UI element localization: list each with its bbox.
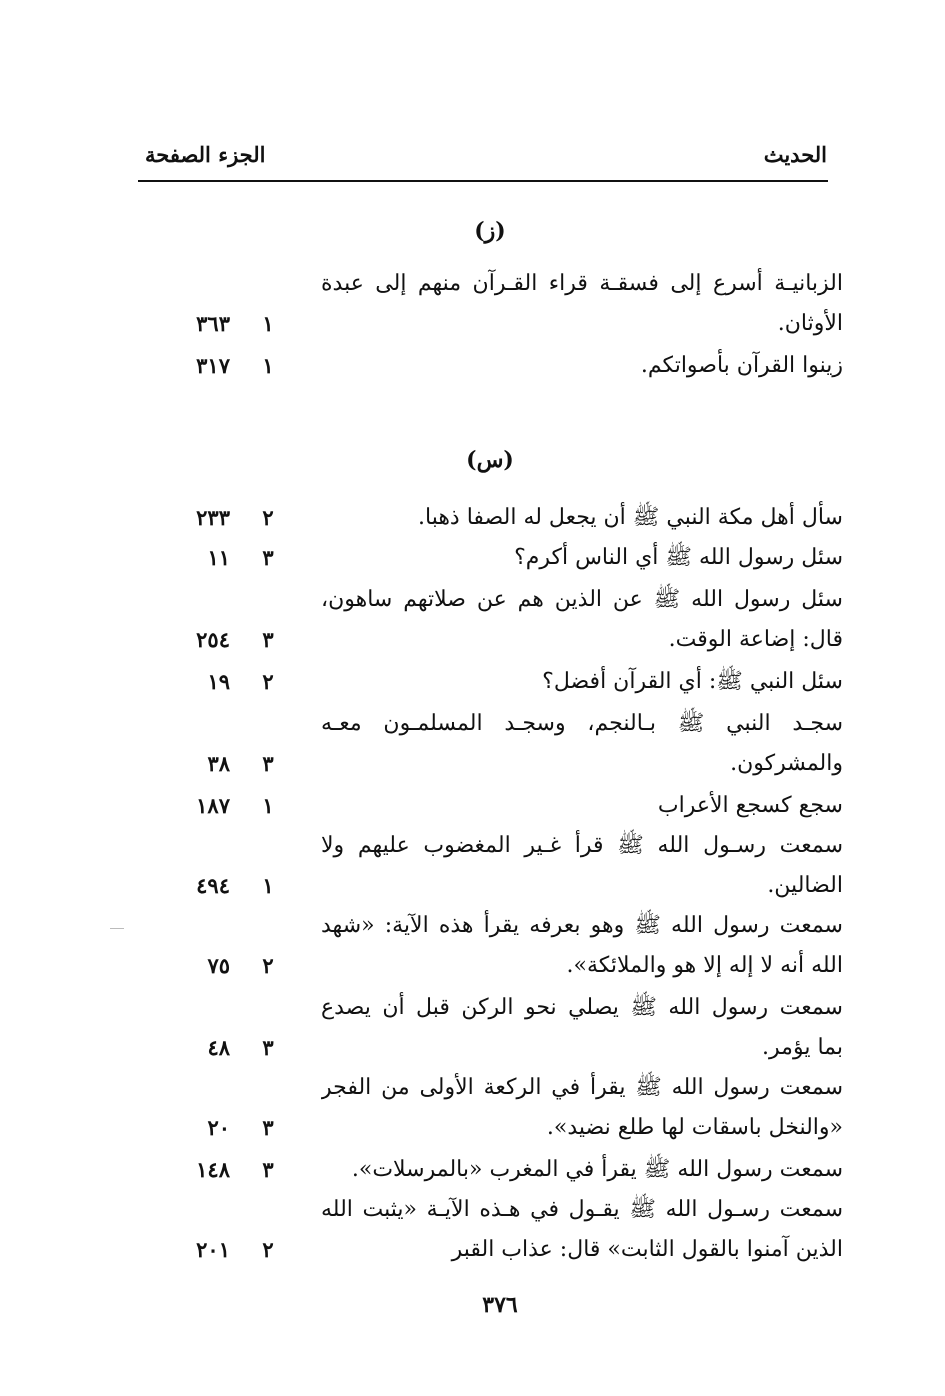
entry-text-line: سئل النبي ﷺ: أي القرآن أفضل؟ xyxy=(542,669,843,694)
entry-page: ٧٥ xyxy=(207,953,230,978)
entry-page: ٢٠١ xyxy=(196,1237,230,1262)
entry-volume: ١ xyxy=(262,353,274,378)
entry-volume: ١ xyxy=(262,793,274,818)
entry-text-line: الذين آمنوا بالقول الثابت» قال: عذاب القبر xyxy=(451,1237,843,1262)
entry-volume: ٢ xyxy=(262,669,274,694)
entry-page: ٢٣٣ xyxy=(196,505,230,530)
entry-text-line: سجـد النبي ﷺ بـالنجم، وسجـد المسلمـون معـه xyxy=(321,711,843,736)
header-hadith-label: الحديث xyxy=(763,142,827,167)
section-letter-zay: (ز) xyxy=(474,218,506,244)
entry-text-line: «والنخل باسقات لها طلع نضيد». xyxy=(546,1115,843,1140)
header-rule xyxy=(138,180,828,182)
entry-text-line: سمعت رسول الله ﷺ وهو بعرفه يقرأ هذه الآية: «شهد xyxy=(321,913,843,938)
entry-text-line: الزبانيـة أسرع إلى فسقـة قراء القـرآن منهم إلى عبدة xyxy=(321,271,843,296)
entry-page: ١٩ xyxy=(207,669,230,694)
entry-text-line: الضالين. xyxy=(767,873,843,898)
entry-volume: ٣ xyxy=(262,1035,274,1060)
entry-volume: ٣ xyxy=(262,1157,274,1182)
page-number: ٣٧٦ xyxy=(482,1292,518,1318)
entry-page: ١٤٨ xyxy=(196,1157,230,1182)
entry-text-line: قال: إضاعة الوقت. xyxy=(668,627,843,652)
entry-text-line: بما يؤمر. xyxy=(762,1035,843,1060)
entry-volume: ١ xyxy=(262,311,274,336)
entry-page: ٣١٧ xyxy=(196,353,230,378)
entry-text-line: والمشركون. xyxy=(730,751,843,776)
entry-page: ٣٨ xyxy=(207,751,230,776)
entry-text-line: سمعت رسول الله ﷺ يصلي نحو الركن قبل أن يصدع xyxy=(321,995,843,1020)
entry-volume: ٣ xyxy=(262,545,274,570)
entry-text-line: الله أنه لا إله إلا هو والملائكة». xyxy=(566,953,843,978)
entry-text-line: سأل أهل مكة النبي ﷺ أن يجعل له الصفا ذهبا. xyxy=(418,505,843,530)
entry-volume: ٢ xyxy=(262,1237,274,1262)
entry-text-line: سجع كسجع الأعراب xyxy=(657,793,843,818)
entry-page: ١١ xyxy=(207,545,230,570)
entry-text-line: سئل رسول الله ﷺ أي الناس أكرم؟ xyxy=(514,545,843,570)
entry-text-line: زينوا القرآن بأصواتكم. xyxy=(640,353,843,378)
entry-page: ٢٠ xyxy=(207,1115,230,1140)
header-volume-page-label: الجزء الصفحة xyxy=(145,142,266,167)
entry-page: ٢٥٤ xyxy=(196,627,230,652)
entry-page: ٤٩٤ xyxy=(196,873,230,898)
entry-volume: ١ xyxy=(262,873,274,898)
entry-text-line: الأوثان. xyxy=(777,311,843,336)
entry-volume: ٣ xyxy=(262,627,274,652)
entry-volume: ٢ xyxy=(262,505,274,530)
entry-text-line: سمعت رسول الله ﷺ يقرأ في الركعة الأولى من الفجر xyxy=(321,1075,843,1100)
entry-text-line: سمعت رسول الله ﷺ يقرأ في المغرب «بالمرسلات». xyxy=(351,1157,843,1182)
entry-volume: ٢ xyxy=(262,953,274,978)
entry-text-line: سئل رسول الله ﷺ عن الذين هم عن صلاتهم ساهون، xyxy=(321,587,843,612)
entry-volume: ٣ xyxy=(262,1115,274,1140)
section-letter-seen: (س) xyxy=(466,447,514,473)
entry-page: ٣٦٣ xyxy=(196,311,230,336)
entry-text-line: سمعت رسـول الله ﷺ قرأ غـير المغضوب عليهم ولا xyxy=(321,833,843,858)
margin-mark xyxy=(110,928,124,929)
entry-text-line: سمعت رسـول الله ﷺ يقـول في هـذه الآيـة «يثبت الله xyxy=(321,1197,843,1222)
entry-page: ٤٨ xyxy=(207,1035,230,1060)
entry-volume: ٣ xyxy=(262,751,274,776)
entry-page: ١٨٧ xyxy=(196,793,230,818)
